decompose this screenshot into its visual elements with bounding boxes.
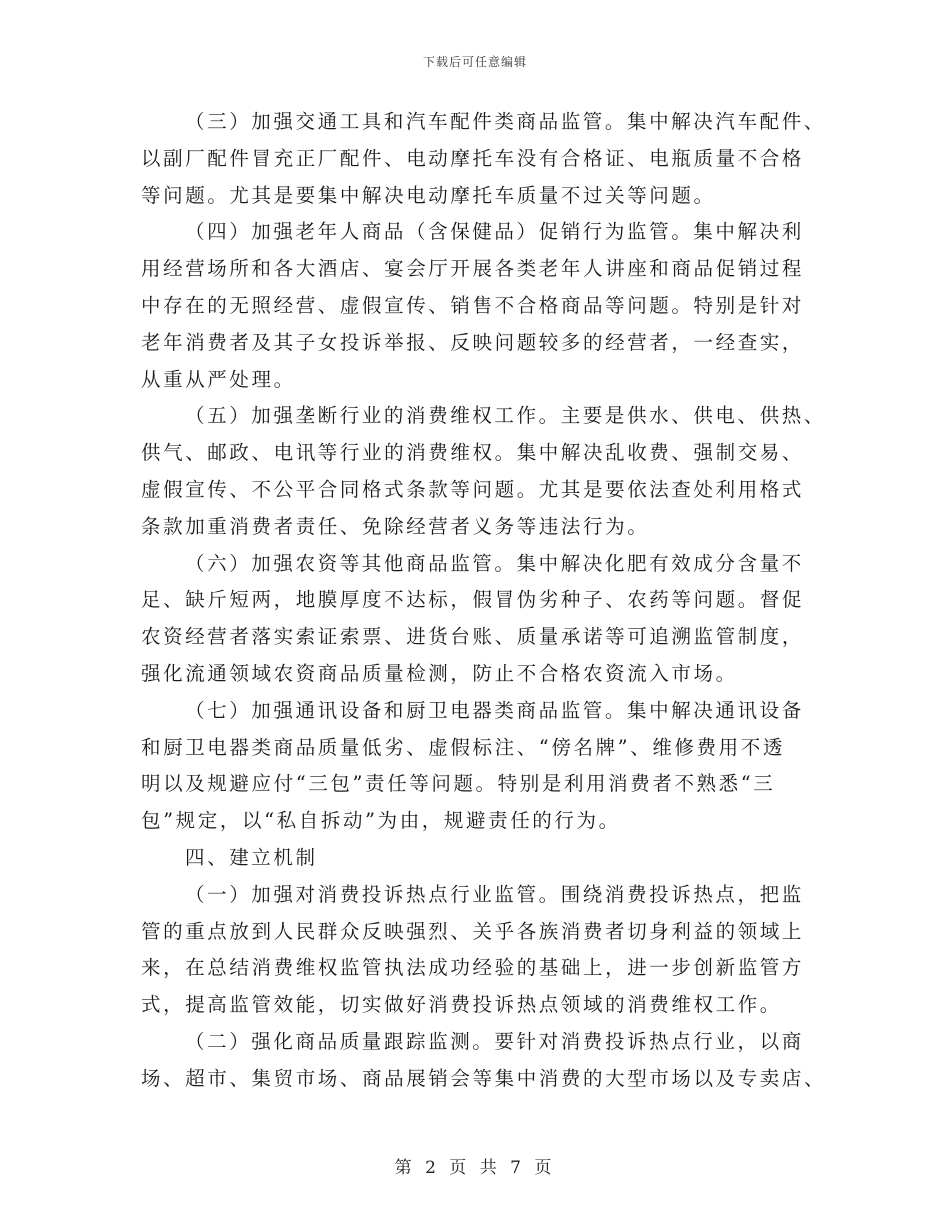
text-line: 场、超市、集贸市场、商品展销会等集中消费的大型市场以及专卖店、 [141, 1066, 827, 1090]
page-header: 下载后可任意编辑 [422, 55, 527, 69]
text-line: 明以及规避应付“三包”责任等问题。特别是利用消费者不熟悉“三 [141, 772, 776, 796]
text-line: 农资经营者落实索证索票、进货台账、质量承诺等可追溯监管制度， [141, 625, 805, 649]
text-line: （三）加强交通工具和汽车配件类商品监管。集中解决汽车配件、 [185, 110, 826, 133]
text-line: 强化流通领域农资商品质量检测，防止不合格农资流入市场。 [141, 662, 738, 685]
text-line: 虚假宣传、不公平合同格式条款等问题。尤其是要依法查处利用格式 [141, 478, 805, 501]
text-line: 中存在的无照经营、虚假宣传、销售不合格商品等问题。特别是针对 [141, 294, 805, 317]
text-line: 用经营场所和各大酒店、宴会厅开展各类老年人讲座和商品促销过程 [141, 257, 805, 281]
text-line: （一）加强对消费投诉热点行业监管。围绕消费投诉热点，把监 [185, 882, 804, 906]
text-line: （六）加强农资等其他商品监管。集中解决化肥有效成分含量不 [185, 551, 804, 575]
text-line: （四）加强老年人商品（含保健品）促销行为监管。集中解决利 [185, 220, 804, 244]
text-line: 以副厂配件冒充正厂配件、电动摩托车没有合格证、电瓶质量不合格 [141, 146, 805, 170]
text-line: （五）加强垄断行业的消费维权工作。主要是供水、供电、供热、 [185, 404, 826, 428]
text-line: 包”规定，以“私自拆动”为由，规避责任的行为。 [141, 809, 621, 833]
page-footer: 第 2 页 共 7 页 [394, 1158, 556, 1178]
text-line: 从重从严处理。 [141, 367, 296, 391]
text-line: 等问题。尤其是要集中解决电动摩托车质量不过关等问题。 [141, 183, 716, 207]
text-line: 供气、邮政、电讯等行业的消费维权。集中解决乱收费、强制交易、 [141, 441, 805, 465]
text-line: 管的重点放到人民群众反映强烈、关乎各族消费者切身利益的领域上 [141, 919, 805, 943]
text-line: 老年消费者及其子女投诉举报、反映问题较多的经营者，一经查实， [141, 330, 805, 354]
text-line: 和厨卫电器类商品质量低劣、虚假标注、“傍名牌”、维修费用不透 [141, 735, 785, 759]
text-line: 式，提高监管效能，切实做好消费投诉热点领域的消费维权工作。 [141, 993, 782, 1017]
text-line: （二）强化商品质量跟踪监测。要针对消费投诉热点行业，以商 [185, 1030, 804, 1053]
text-line: 条款加重消费者责任、免除经营者义务等违法行为。 [141, 514, 650, 538]
text-line: 来，在总结消费维权监管执法成功经验的基础上，进一步创新监管方 [141, 956, 805, 980]
text-line: （七）加强通讯设备和厨卫电器类商品监管。集中解决通讯设备 [185, 698, 804, 722]
text-line: 四、建立机制 [185, 846, 318, 869]
text-line: 足、缺斤短两，地膜厚度不达标，假冒伪劣种子、农药等问题。督促 [141, 588, 805, 612]
